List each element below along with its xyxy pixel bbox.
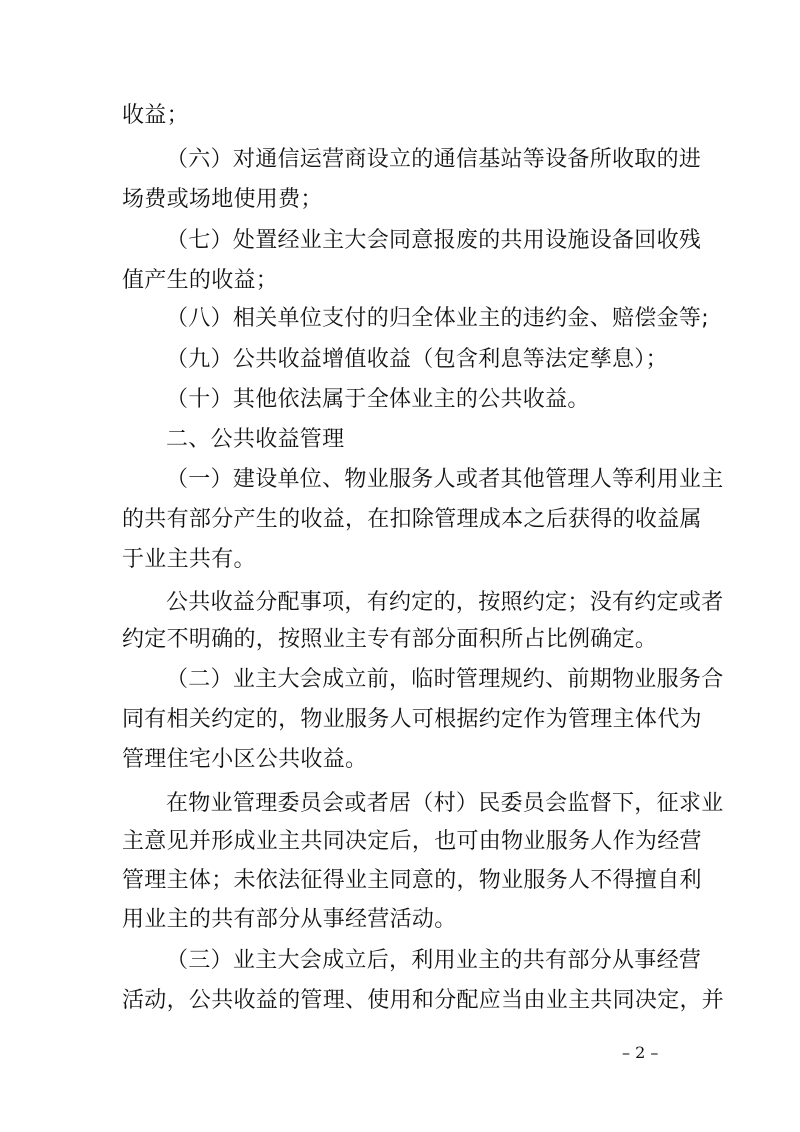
text-line: （一）建设单位、物业服务人或者其他管理人等利用业主 (166, 467, 724, 492)
text-line: （二）业主大会成立前，临时管理规约、前期物业服务合 (166, 667, 724, 692)
text-line: （七）处置经业主大会同意报废的共用设施设备回收残 (166, 228, 702, 253)
text-line: （八）相关单位支付的归全体业主的违约金、赔偿金等; (166, 306, 709, 331)
text-line: 主意见并形成业主共同决定后，也可由物业服务人作为经营 (122, 829, 702, 854)
text-line: 约定不明确的，按照业主专有部分面积所占比例确定。 (122, 627, 658, 652)
text-line: 公共收益分配事项，有约定的，按照约定；没有约定或者 (166, 590, 724, 615)
text-line: 于业主共有。 (122, 547, 256, 572)
section-heading: 二、公共收益管理 (166, 427, 345, 452)
text-line: 收益； (122, 103, 189, 128)
text-line: 的共有部分产生的收益，在扣除管理成本之后获得的收益属 (122, 507, 702, 532)
page-number: – 2 – (622, 1043, 659, 1062)
text-line: 活动，公共收益的管理、使用和分配应当由业主共同决定，并 (122, 988, 725, 1013)
text-line: 管理住宅小区公共收益。 (122, 747, 368, 772)
text-line: 管理主体；未依法征得业主同意的，物业服务人不得擅自利 (122, 868, 702, 893)
text-line: 在物业管理委员会或者居（村）民委员会监督下，征求业 (166, 791, 724, 816)
text-line: 场费或场地使用费； (122, 187, 323, 212)
text-line: 值产生的收益； (122, 268, 279, 293)
text-line: （十）其他依法属于全体业主的公共收益。 (166, 387, 590, 412)
text-line: （九）公共收益增值收益（包含利息等法定孳息）； (166, 347, 668, 372)
text-line: 用业主的共有部分从事经营活动。 (122, 907, 457, 932)
text-line: （三）业主大会成立后，利用业主的共有部分从事经营 (166, 948, 702, 973)
text-line: （六）对通信运营商设立的通信基站等设备所收取的进 (166, 147, 702, 172)
text-line: 同有相关约定的，物业服务人可根据约定作为管理主体代为 (122, 707, 702, 732)
